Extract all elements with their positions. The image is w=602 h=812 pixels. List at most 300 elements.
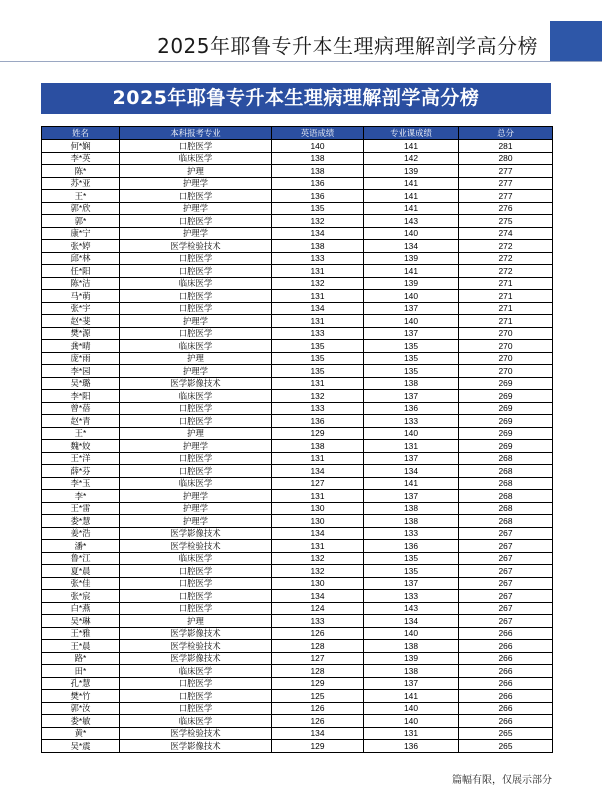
cell-name: 赵*斐 xyxy=(42,315,120,328)
table-row xyxy=(42,177,553,190)
cell-major-score: 137 xyxy=(364,490,459,503)
cell-name: 黄* xyxy=(42,727,120,740)
table-row xyxy=(42,640,553,653)
cell-total: 270 xyxy=(459,365,553,378)
cell-major-score: 133 xyxy=(364,415,459,428)
table-row xyxy=(42,427,553,440)
cell-major-score: 141 xyxy=(364,690,459,703)
cell-name: 薛*芬 xyxy=(42,465,120,478)
table-row xyxy=(42,402,553,415)
cell-major: 医学影像技术 xyxy=(120,627,272,640)
cell-total: 272 xyxy=(459,240,553,253)
cell-major-score: 137 xyxy=(364,577,459,590)
cell-major: 护理学 xyxy=(120,502,272,515)
cell-total: 268 xyxy=(459,452,553,465)
cell-name: 夏*晨 xyxy=(42,565,120,578)
cell-major-score: 139 xyxy=(364,165,459,178)
column-header-major-score: 专业课成绩 xyxy=(364,127,459,140)
cell-name: 郭*汝 xyxy=(42,702,120,715)
cell-major: 护理 xyxy=(120,427,272,440)
cell-total: 269 xyxy=(459,415,553,428)
cell-total: 268 xyxy=(459,515,553,528)
table-row xyxy=(42,440,553,453)
cell-name: 李*英 xyxy=(42,152,120,165)
table-row xyxy=(42,215,553,228)
cell-name: 张*婷 xyxy=(42,240,120,253)
cell-name: 康*宁 xyxy=(42,227,120,240)
cell-major: 护理学 xyxy=(120,490,272,503)
cell-major-score: 138 xyxy=(364,515,459,528)
cell-name: 路* xyxy=(42,652,120,665)
cell-name: 樊*源 xyxy=(42,327,120,340)
cell-name: 王* xyxy=(42,427,120,440)
cell-name: 龚*晴 xyxy=(42,340,120,353)
cell-major: 口腔医学 xyxy=(120,290,272,303)
cell-major: 口腔医学 xyxy=(120,690,272,703)
table-row xyxy=(42,302,553,315)
cell-english-score: 131 xyxy=(272,452,364,465)
cell-major: 医学检验技术 xyxy=(120,727,272,740)
cell-english-score: 124 xyxy=(272,602,364,615)
cell-total: 268 xyxy=(459,465,553,478)
cell-name: 陈* xyxy=(42,165,120,178)
cell-total: 269 xyxy=(459,440,553,453)
table-row xyxy=(42,277,553,290)
table-row xyxy=(42,602,553,615)
cell-total: 266 xyxy=(459,702,553,715)
cell-english-score: 134 xyxy=(272,302,364,315)
cell-total: 267 xyxy=(459,565,553,578)
table-row xyxy=(42,465,553,478)
cell-major-score: 135 xyxy=(364,352,459,365)
table-row xyxy=(42,227,553,240)
cell-total: 268 xyxy=(459,502,553,515)
table-row xyxy=(42,265,553,278)
cell-major: 口腔医学 xyxy=(120,327,272,340)
cell-total: 277 xyxy=(459,177,553,190)
cell-name: 任*阳 xyxy=(42,265,120,278)
cell-total: 267 xyxy=(459,527,553,540)
cell-major: 护理学 xyxy=(120,440,272,453)
cell-name: 孔*慧 xyxy=(42,677,120,690)
cell-total: 270 xyxy=(459,352,553,365)
cell-english-score: 128 xyxy=(272,665,364,678)
cell-name: 娄*敏 xyxy=(42,715,120,728)
cell-english-score: 134 xyxy=(272,465,364,478)
cell-major: 临床医学 xyxy=(120,277,272,290)
table-row xyxy=(42,615,553,628)
cell-name: 娄*慧 xyxy=(42,515,120,528)
table-row xyxy=(42,315,553,328)
cell-english-score: 126 xyxy=(272,627,364,640)
cell-major: 口腔医学 xyxy=(120,602,272,615)
cell-english-score: 131 xyxy=(272,265,364,278)
table-row xyxy=(42,190,553,203)
cell-major: 临床医学 xyxy=(120,152,272,165)
cell-major-score: 140 xyxy=(364,227,459,240)
cell-major: 口腔医学 xyxy=(120,252,272,265)
cell-total: 266 xyxy=(459,690,553,703)
cell-english-score: 133 xyxy=(272,615,364,628)
cell-major-score: 139 xyxy=(364,277,459,290)
cell-major-score: 137 xyxy=(364,390,459,403)
cell-name: 王*雅 xyxy=(42,627,120,640)
cell-english-score: 132 xyxy=(272,390,364,403)
cell-total: 274 xyxy=(459,227,553,240)
cell-english-score: 136 xyxy=(272,190,364,203)
cell-english-score: 135 xyxy=(272,365,364,378)
table-row xyxy=(42,252,553,265)
cell-english-score: 126 xyxy=(272,702,364,715)
cell-major: 临床医学 xyxy=(120,340,272,353)
cell-total: 269 xyxy=(459,402,553,415)
cell-english-score: 129 xyxy=(272,427,364,440)
cell-major: 口腔医学 xyxy=(120,402,272,415)
cell-english-score: 132 xyxy=(272,215,364,228)
table-row xyxy=(42,352,553,365)
cell-major-score: 140 xyxy=(364,702,459,715)
cell-name: 王*晨 xyxy=(42,640,120,653)
cell-name: 曾*蓓 xyxy=(42,402,120,415)
table-body xyxy=(42,140,553,753)
table-row xyxy=(42,715,553,728)
cell-major: 护理 xyxy=(120,352,272,365)
cell-english-score: 130 xyxy=(272,577,364,590)
cell-major: 口腔医学 xyxy=(120,140,272,153)
table-row xyxy=(42,565,553,578)
cell-name: 魏*姣 xyxy=(42,440,120,453)
score-table-container xyxy=(41,126,552,753)
cell-total: 266 xyxy=(459,627,553,640)
cell-major-score: 136 xyxy=(364,402,459,415)
cell-english-score: 138 xyxy=(272,165,364,178)
cell-major-score: 138 xyxy=(364,377,459,390)
cell-total: 276 xyxy=(459,202,553,215)
cell-total: 268 xyxy=(459,477,553,490)
cell-total: 269 xyxy=(459,377,553,390)
cell-major-score: 140 xyxy=(364,427,459,440)
cell-major-score: 134 xyxy=(364,240,459,253)
cell-english-score: 138 xyxy=(272,240,364,253)
cell-name: 张*宸 xyxy=(42,590,120,603)
cell-major: 口腔医学 xyxy=(120,702,272,715)
cell-english-score: 131 xyxy=(272,377,364,390)
table-row xyxy=(42,652,553,665)
cell-major: 口腔医学 xyxy=(120,215,272,228)
cell-english-score: 135 xyxy=(272,352,364,365)
cell-major: 医学影像技术 xyxy=(120,527,272,540)
score-table xyxy=(41,126,553,753)
cell-major-score: 137 xyxy=(364,302,459,315)
cell-major: 医学影像技术 xyxy=(120,740,272,753)
cell-total: 268 xyxy=(459,490,553,503)
table-row xyxy=(42,577,553,590)
cell-name: 李*园 xyxy=(42,365,120,378)
table-row xyxy=(42,590,553,603)
table-row xyxy=(42,515,553,528)
table-row xyxy=(42,290,553,303)
table-row xyxy=(42,540,553,553)
cell-major: 医学检验技术 xyxy=(120,240,272,253)
table-row xyxy=(42,627,553,640)
cell-name: 潘* xyxy=(42,540,120,553)
cell-english-score: 129 xyxy=(272,740,364,753)
cell-name: 张*佳 xyxy=(42,577,120,590)
cell-major: 护理学 xyxy=(120,227,272,240)
cell-name: 陈*洁 xyxy=(42,277,120,290)
cell-english-score: 134 xyxy=(272,227,364,240)
cell-major-score: 143 xyxy=(364,215,459,228)
cell-total: 271 xyxy=(459,277,553,290)
cell-total: 270 xyxy=(459,340,553,353)
cell-total: 267 xyxy=(459,602,553,615)
cell-name: 吴*震 xyxy=(42,740,120,753)
cell-total: 267 xyxy=(459,540,553,553)
cell-major: 临床医学 xyxy=(120,552,272,565)
cell-major: 医学影像技术 xyxy=(120,377,272,390)
cell-total: 265 xyxy=(459,727,553,740)
table-row xyxy=(42,665,553,678)
cell-name: 张*宇 xyxy=(42,302,120,315)
cell-name: 李*玉 xyxy=(42,477,120,490)
cell-major-score: 134 xyxy=(364,465,459,478)
cell-major: 护理学 xyxy=(120,177,272,190)
table-row xyxy=(42,340,553,353)
header-divider xyxy=(0,61,602,62)
cell-name: 姜*浩 xyxy=(42,527,120,540)
cell-major-score: 141 xyxy=(364,265,459,278)
table-row xyxy=(42,390,553,403)
table-header-row xyxy=(42,127,553,140)
cell-english-score: 133 xyxy=(272,252,364,265)
cell-english-score: 127 xyxy=(272,477,364,490)
cell-english-score: 138 xyxy=(272,152,364,165)
cell-name: 王* xyxy=(42,190,120,203)
table-row xyxy=(42,677,553,690)
cell-major-score: 134 xyxy=(364,615,459,628)
cell-english-score: 125 xyxy=(272,690,364,703)
cell-major-score: 131 xyxy=(364,440,459,453)
cell-english-score: 131 xyxy=(272,315,364,328)
cell-major-score: 138 xyxy=(364,665,459,678)
cell-total: 266 xyxy=(459,665,553,678)
cell-name: 马*萌 xyxy=(42,290,120,303)
cell-english-score: 134 xyxy=(272,727,364,740)
cell-name: 白*燕 xyxy=(42,602,120,615)
column-header-total: 总分 xyxy=(459,127,553,140)
cell-major-score: 139 xyxy=(364,252,459,265)
cell-major-score: 133 xyxy=(364,527,459,540)
cell-total: 277 xyxy=(459,190,553,203)
cell-total: 267 xyxy=(459,577,553,590)
cell-major: 口腔医学 xyxy=(120,190,272,203)
cell-total: 267 xyxy=(459,552,553,565)
cell-major-score: 135 xyxy=(364,565,459,578)
table-row xyxy=(42,552,553,565)
cell-major: 临床医学 xyxy=(120,390,272,403)
cell-major: 医学检验技术 xyxy=(120,540,272,553)
cell-major: 护理学 xyxy=(120,515,272,528)
cell-major: 口腔医学 xyxy=(120,452,272,465)
column-header-english-score: 英语成绩 xyxy=(272,127,364,140)
cell-total: 267 xyxy=(459,590,553,603)
cell-total: 271 xyxy=(459,290,553,303)
cell-major: 口腔医学 xyxy=(120,577,272,590)
cell-total: 266 xyxy=(459,715,553,728)
cell-name: 王*洋 xyxy=(42,452,120,465)
cell-name: 吴*璐 xyxy=(42,377,120,390)
table-row xyxy=(42,502,553,515)
cell-english-score: 132 xyxy=(272,277,364,290)
table-row xyxy=(42,415,553,428)
cell-name: 李*阳 xyxy=(42,390,120,403)
cell-english-score: 136 xyxy=(272,415,364,428)
cell-major-score: 131 xyxy=(364,727,459,740)
cell-name: 邱*林 xyxy=(42,252,120,265)
cell-major: 护理 xyxy=(120,165,272,178)
cell-major: 护理学 xyxy=(120,365,272,378)
cell-major: 临床医学 xyxy=(120,665,272,678)
corner-accent-block xyxy=(550,21,602,61)
cell-name: 李* xyxy=(42,490,120,503)
table-row xyxy=(42,240,553,253)
cell-major: 口腔医学 xyxy=(120,590,272,603)
cell-total: 271 xyxy=(459,315,553,328)
cell-name: 赵*青 xyxy=(42,415,120,428)
cell-major-score: 135 xyxy=(364,552,459,565)
cell-total: 265 xyxy=(459,740,553,753)
cell-major-score: 135 xyxy=(364,340,459,353)
footer-note: 篇幅有限，仅展示部分 xyxy=(452,775,552,786)
table-row xyxy=(42,690,553,703)
table-row xyxy=(42,452,553,465)
banner-title: 2025年耶鲁专升本生理病理解剖学高分榜 xyxy=(41,83,551,114)
cell-name: 郭* xyxy=(42,215,120,228)
table-row xyxy=(42,140,553,153)
cell-major-score: 143 xyxy=(364,602,459,615)
table-row xyxy=(42,477,553,490)
column-header-name: 姓名 xyxy=(42,127,120,140)
cell-english-score: 134 xyxy=(272,590,364,603)
cell-major-score: 141 xyxy=(364,202,459,215)
cell-major-score: 138 xyxy=(364,502,459,515)
table-row xyxy=(42,727,553,740)
cell-major-score: 138 xyxy=(364,640,459,653)
cell-name: 郭*欣 xyxy=(42,202,120,215)
cell-total: 267 xyxy=(459,615,553,628)
cell-major: 临床医学 xyxy=(120,715,272,728)
cell-english-score: 131 xyxy=(272,290,364,303)
cell-english-score: 135 xyxy=(272,340,364,353)
cell-major-score: 140 xyxy=(364,290,459,303)
cell-english-score: 138 xyxy=(272,440,364,453)
cell-major-score: 141 xyxy=(364,177,459,190)
cell-name: 鲁*江 xyxy=(42,552,120,565)
cell-name: 田* xyxy=(42,665,120,678)
cell-major-score: 136 xyxy=(364,740,459,753)
cell-major: 护理 xyxy=(120,615,272,628)
table-row xyxy=(42,165,553,178)
cell-english-score: 130 xyxy=(272,502,364,515)
cell-english-score: 133 xyxy=(272,402,364,415)
cell-total: 275 xyxy=(459,215,553,228)
cell-english-score: 133 xyxy=(272,327,364,340)
table-row xyxy=(42,377,553,390)
cell-major-score: 139 xyxy=(364,652,459,665)
cell-total: 266 xyxy=(459,677,553,690)
table-row xyxy=(42,327,553,340)
cell-english-score: 130 xyxy=(272,515,364,528)
cell-english-score: 134 xyxy=(272,527,364,540)
cell-major: 医学检验技术 xyxy=(120,640,272,653)
cell-english-score: 140 xyxy=(272,140,364,153)
table-row xyxy=(42,365,553,378)
cell-total: 266 xyxy=(459,652,553,665)
cell-major: 口腔医学 xyxy=(120,265,272,278)
column-header-major: 本科报考专业 xyxy=(120,127,272,140)
cell-major-score: 137 xyxy=(364,327,459,340)
cell-major-score: 140 xyxy=(364,315,459,328)
cell-major: 口腔医学 xyxy=(120,677,272,690)
cell-english-score: 132 xyxy=(272,565,364,578)
cell-total: 277 xyxy=(459,165,553,178)
cell-total: 281 xyxy=(459,140,553,153)
cell-total: 271 xyxy=(459,302,553,315)
cell-english-score: 127 xyxy=(272,652,364,665)
cell-major: 口腔医学 xyxy=(120,465,272,478)
cell-major-score: 141 xyxy=(364,140,459,153)
cell-name: 苏*亚 xyxy=(42,177,120,190)
cell-english-score: 131 xyxy=(272,540,364,553)
cell-major-score: 137 xyxy=(364,677,459,690)
table-row xyxy=(42,527,553,540)
cell-total: 270 xyxy=(459,327,553,340)
cell-major-score: 141 xyxy=(364,190,459,203)
cell-total: 266 xyxy=(459,640,553,653)
cell-major-score: 133 xyxy=(364,590,459,603)
cell-major-score: 140 xyxy=(364,627,459,640)
cell-total: 272 xyxy=(459,265,553,278)
table-row xyxy=(42,152,553,165)
cell-major-score: 141 xyxy=(364,477,459,490)
cell-major: 护理学 xyxy=(120,315,272,328)
cell-english-score: 131 xyxy=(272,490,364,503)
cell-name: 庞*雨 xyxy=(42,352,120,365)
table-row xyxy=(42,702,553,715)
table-row xyxy=(42,490,553,503)
cell-major: 口腔医学 xyxy=(120,302,272,315)
cell-total: 272 xyxy=(459,252,553,265)
cell-major: 护理学 xyxy=(120,202,272,215)
cell-major: 口腔医学 xyxy=(120,415,272,428)
cell-major: 临床医学 xyxy=(120,477,272,490)
cell-major-score: 142 xyxy=(364,152,459,165)
cell-name: 何*娴 xyxy=(42,140,120,153)
cell-total: 280 xyxy=(459,152,553,165)
cell-name: 吴*琳 xyxy=(42,615,120,628)
table-row xyxy=(42,740,553,753)
cell-major-score: 136 xyxy=(364,540,459,553)
cell-name: 樊*竹 xyxy=(42,690,120,703)
table-row xyxy=(42,202,553,215)
cell-major-score: 135 xyxy=(364,365,459,378)
page-title: 2025年耶鲁专升本生理病理解剖学高分榜 xyxy=(157,34,538,58)
cell-major: 口腔医学 xyxy=(120,565,272,578)
cell-english-score: 136 xyxy=(272,177,364,190)
cell-name: 王*雷 xyxy=(42,502,120,515)
cell-english-score: 129 xyxy=(272,677,364,690)
cell-english-score: 128 xyxy=(272,640,364,653)
